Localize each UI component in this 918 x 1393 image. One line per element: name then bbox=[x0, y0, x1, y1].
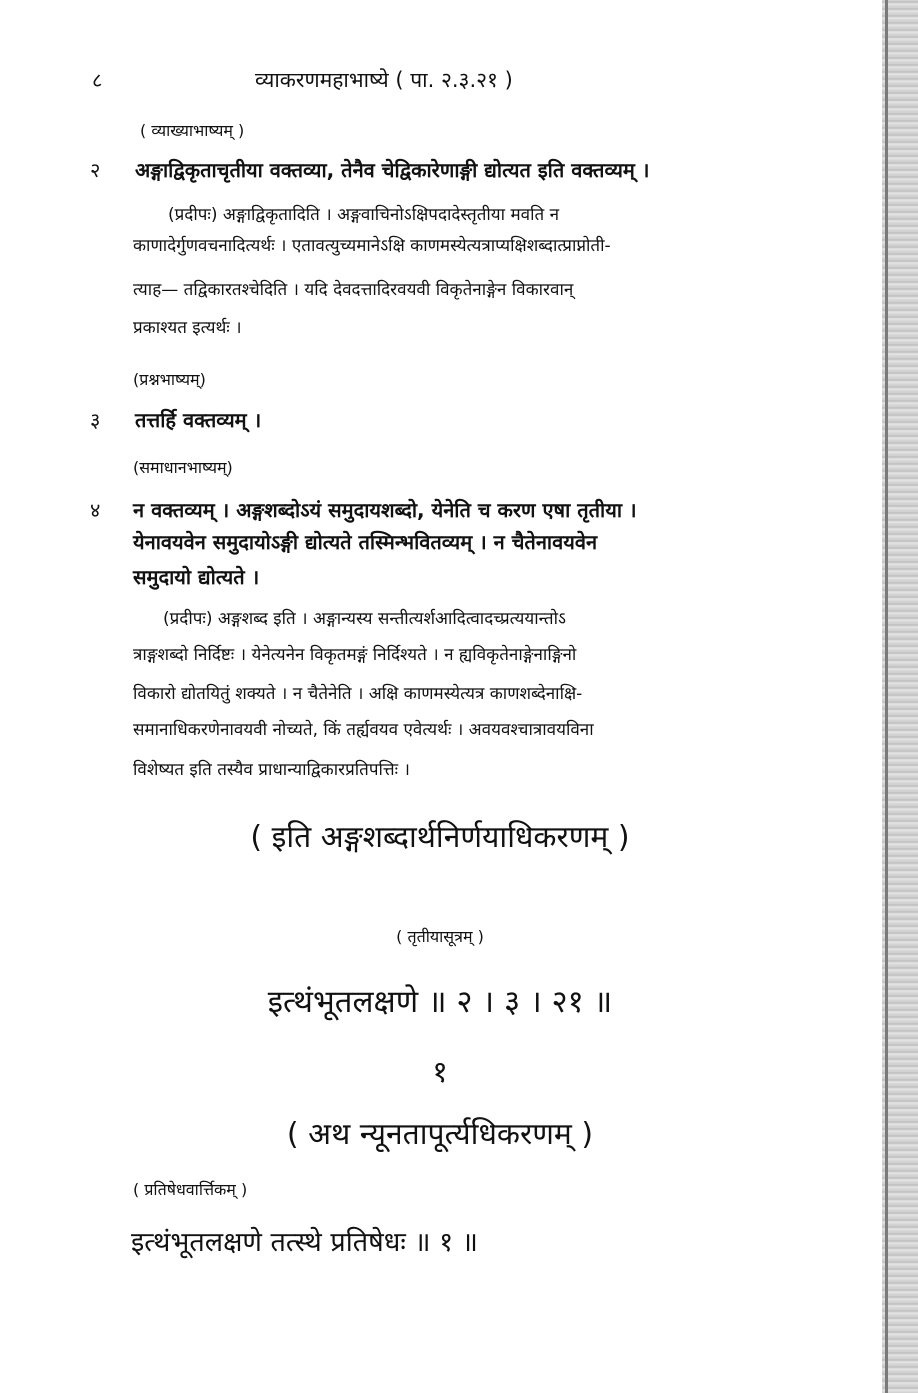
pradipa-line: (प्रदीपः) अङ्गाद्विकृतादिति । अङ्गवाचिनोऽक्षिपदादेस्तृतीया मवति न bbox=[168, 205, 560, 225]
pradipa-line: त्याह— तद्विकारतश्चेदिति । यदि देवदत्तादिरवयवी विकृतेनाङ्गेन विकारवान् bbox=[133, 280, 574, 300]
paragraph-number-3: ३ bbox=[90, 408, 101, 432]
pradipa-line: काणादेर्गुणवचनादित्यर्थः । एतावत्युच्यमानेऽक्षि काणमस्येत्यत्राप्यक्षिशब्दात्प्राप्नोती- bbox=[133, 236, 611, 256]
pradipa-line: विकारो द्योतयितुं शक्यते । न चैतेनेति । अक्षि काणमस्येत्यत्र काणशब्देनाक्षि- bbox=[133, 684, 583, 704]
bhashya-text-3: येनावयवेन समुदायोऽङ्गी द्योत्यते तस्मिन्भवितव्यम् । न चैतेनावयवेन bbox=[133, 530, 598, 554]
bhashya-text-3: न वक्तव्यम् । अङ्गशब्दोऽयं समुदायशब्दो, येनेति च करण एषा तृतीया । bbox=[133, 498, 637, 522]
page-edge-line bbox=[885, 0, 888, 1393]
section-label-vyakhya: ( व्याख्याभाष्यम् ) bbox=[140, 121, 245, 140]
adhikarana-heading: ( अथ न्यूनतापूर्त्यधिकरणम् ) bbox=[286, 1117, 594, 1152]
section-label-prashna: (प्रश्नभाष्यम्) bbox=[133, 370, 206, 389]
vartika-label: ( प्रतिषेधवार्त्तिकम् ) bbox=[133, 1180, 248, 1199]
pradipa-line: त्राङ्गशब्दो निर्दिष्टः । येनेत्यनेन विकृतमङ्गं निर्दिश्यते । न ह्यविकृतेनाङ्गेनाङ्गिनो bbox=[133, 645, 577, 665]
pradipa-line: प्रकाश्यत इत्यर्थः । bbox=[133, 318, 242, 338]
adhikarana-number: १ bbox=[432, 1055, 448, 1090]
section-label-samadhana: (समाधानभाष्यम्) bbox=[133, 458, 233, 477]
pradipa-line: समानाधिकरणेनावयवी नोच्यते, किं तर्ह्यवयव एवेत्यर्थः । अवयवश्चात्रावयविना bbox=[133, 720, 594, 740]
running-title: व्याकरणमहाभाष्ये ( पा. २.३.२१ ) bbox=[255, 68, 513, 92]
bhashya-text-2: तत्तर्हि वक्तव्यम् । bbox=[135, 408, 262, 432]
pradipa-line: विशेष्यत इति तस्यैव प्राधान्याद्विकारप्रतिपत्तिः । bbox=[133, 760, 410, 780]
sutra-label: ( तृतीयासूत्रम् ) bbox=[396, 927, 484, 946]
adhikarana-closing: ( इति अङ्गशब्दार्थनिर्णयाधिकरणम् ) bbox=[250, 820, 630, 855]
vartika-text: इत्थंभूतलक्षणे तत्स्थे प्रतिषेधः ॥ १ ॥ bbox=[131, 1227, 478, 1258]
paragraph-number-4: ४ bbox=[90, 498, 101, 522]
page-number: ८ bbox=[92, 68, 103, 92]
bhashya-text-1: अङ्गाद्विकृताचृतीया वक्तव्या, तेनैव चेद्विकारेणाङ्गी द्योत्यत इति वक्तव्यम् । bbox=[135, 158, 650, 182]
pradipa-line: (प्रदीपः) अङ्गशब्द इति । अङ्गान्यस्य सन्तीत्यर्शआदित्वादच्प्रत्ययान्तोऽ bbox=[163, 609, 566, 629]
bhashya-text-3: समुदायो द्योत्यते । bbox=[133, 565, 260, 589]
sutra-heading: इत्थंभूतलक्षणे ॥ २ । ३ । २१ ॥ bbox=[267, 984, 613, 1020]
paragraph-number-2: २ bbox=[90, 158, 101, 182]
